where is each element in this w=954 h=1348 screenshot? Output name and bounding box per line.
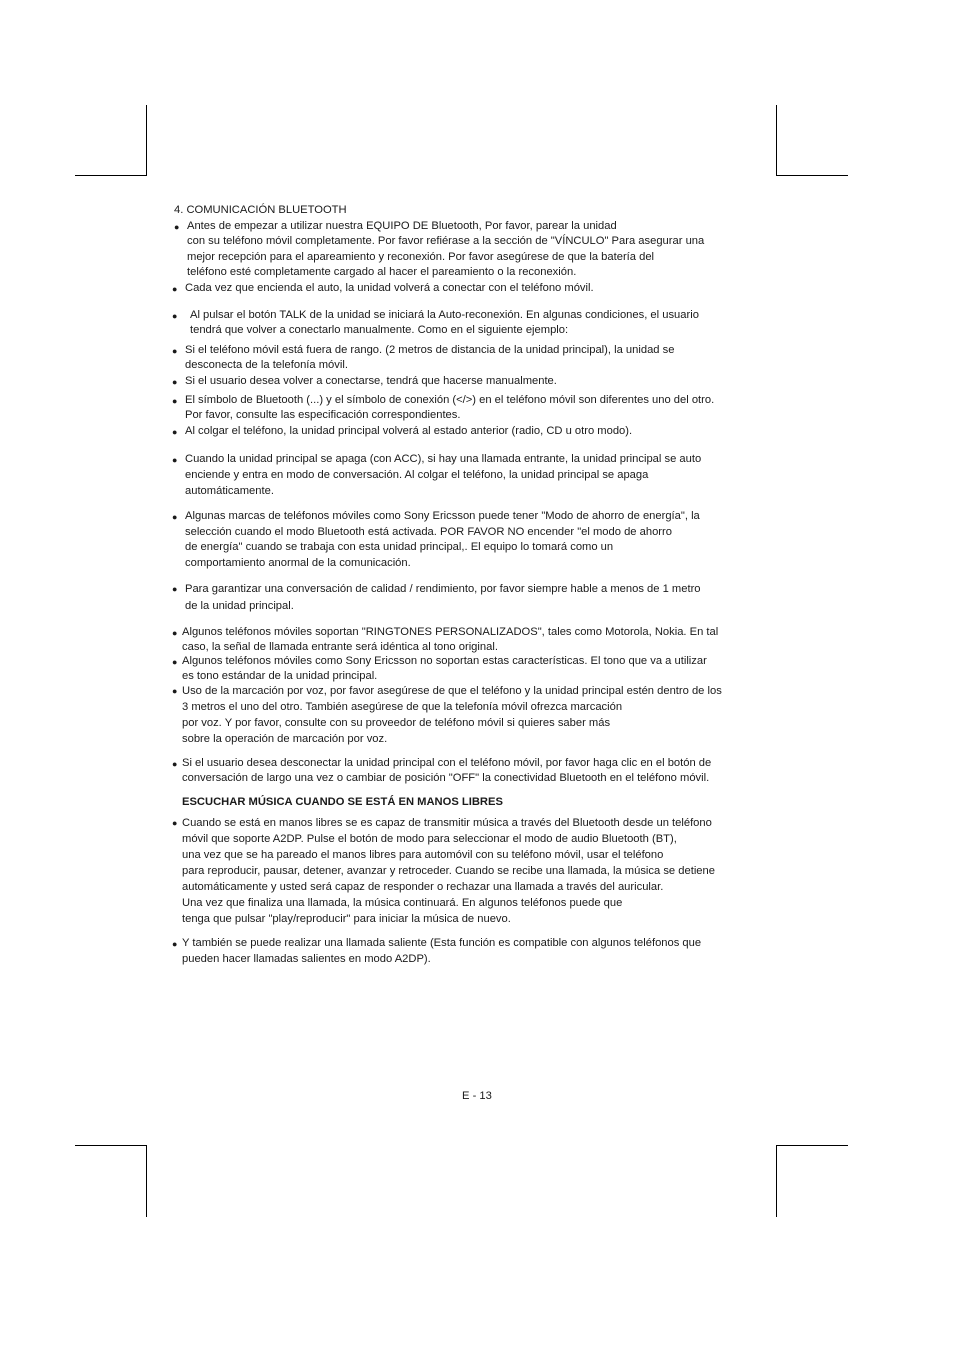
bullet-icon: ●: [172, 759, 178, 770]
list-item: [172, 581, 772, 615]
crop-mark: [776, 1145, 848, 1146]
list-item: [172, 343, 772, 374]
list-item-text: Algunas marcas de teléfonos móviles como Sony Ericsson puede tener "Modo de ahorro de energía", la selección cuando el modo Bluetooth está activada. POR FAVOR NO encender "el modo de ahorro de energía" cuando se trabaja con esta unidad principal,. El equipo lo tomará como un comportamiento anormal de la comunicación.: [185, 510, 700, 569]
bullet-icon: ●: [172, 657, 178, 668]
list-item-text: Para garantizar una conversación de calidad / rendimiento, por favor siempre hable a menos de 1 metro de la unidad principal.: [185, 583, 701, 613]
list-item-text: El símbolo de Bluetooth (...) y el símbolo de conexión (</>) en el teléfono móvil son diferentes uno del otro. Por favor, consulte las especificación correspondientes.: [185, 393, 715, 422]
crop-mark: [776, 1145, 777, 1217]
bullet-icon: ●: [172, 426, 178, 437]
bullet-icon: ●: [172, 395, 178, 406]
list-item: [172, 281, 772, 297]
list-item-text: Si el teléfono móvil está fuera de rango. (2 metros de distancia de la unidad principal), la unidad se desconecta de la telefonía móvil.: [185, 343, 675, 372]
list-item: [172, 683, 772, 747]
bullet-icon: ●: [172, 584, 178, 595]
section-title: 4. COMUNICACIÓN BLUETOOTH: [174, 204, 347, 216]
crop-mark: [146, 105, 147, 176]
bullet-icon: ●: [172, 376, 178, 387]
list-item: [172, 308, 772, 339]
list-item: [174, 219, 772, 281]
crop-mark: [75, 175, 147, 176]
bullet-icon: ●: [172, 939, 178, 950]
list-item: [172, 936, 772, 967]
crop-mark: [776, 175, 848, 176]
bullet-icon: ●: [174, 221, 180, 232]
list-item-text: Cada vez que encienda el auto, la unidad volverá a conectar con el teléfono móvil.: [185, 281, 594, 294]
list-item: [172, 625, 772, 654]
manual-page: [172, 203, 772, 967]
bullet-icon: ●: [172, 310, 178, 321]
list-item-text: Uso de la marcación por voz, por favor asegúrese de que el teléfono y la unidad principal estén dentro de los 3 metros el uno del otro. También asegúrese de que la telefonía móvil ofrezca marcación por voz. Y por favor, consulte con su proveedor de teléfono móvil si quieres saber más sobre la operación de marcación por voz.: [182, 685, 722, 746]
crop-mark: [146, 1145, 147, 1217]
list-item-text: Algunos teléfonos móviles como Sony Ericsson no soportan estas características. El tono que va a utilizar es tono estándar de la unidad principal.: [182, 655, 707, 682]
list-item: [172, 452, 772, 499]
bullet-icon: ●: [172, 818, 178, 829]
crop-mark: [75, 1145, 147, 1146]
list-item: [172, 424, 772, 440]
bullet-icon: ●: [172, 686, 178, 697]
list-item-text: Al colgar el teléfono, la unidad principal volverá al estado anterior (radio, CD u otro modo).: [185, 424, 633, 437]
page-number: E - 13: [462, 1090, 492, 1102]
list-item: [172, 393, 772, 424]
bullet-icon: ●: [172, 283, 178, 294]
list-item-text: Si el usuario desea desconectar la unidad principal con el teléfono móvil, por favor haga clic en el botón de conversación de largo una vez o cambiar de posición "OFF" la conectividad Bluetooth en el teléfono móvil.: [182, 757, 712, 784]
bullet-icon: ●: [172, 345, 178, 356]
list-item: [172, 756, 772, 785]
list-item-text: Al pulsar el botón TALK de la unidad se iniciará la Auto-reconexión. En algunas condiciones, el usuario tendrá que volver a conectarlo manualmente. Como en el siguiente ejemplo:: [190, 308, 699, 337]
crop-mark: [776, 105, 777, 176]
list-item-text: Y también se puede realizar una llamada saliente (Esta función es compatible con algunos teléfonos que pueden hacer llamadas salientes en modo A2DP).: [182, 937, 702, 965]
list-item: [172, 509, 772, 571]
bullet-icon: ●: [172, 455, 178, 466]
list-item-text: Cuando la unidad principal se apaga (con ACC), si hay una llamada entrante, la unidad principal se auto enciende y entra en modo de conversación. Al colgar el teléfono, la unidad principal se apaga automáticamente.: [185, 453, 702, 497]
subheading: ESCUCHAR MÚSICA CUANDO SE ESTÁ EN MANOS LIBRES: [182, 796, 503, 809]
list-item: [172, 374, 772, 390]
list-item-text: Si el usuario desea volver a conectarse, tendrá que hacerse manualmente.: [185, 374, 557, 387]
list-item-text: Algunos teléfonos móviles soportan "RINGTONES PERSONALIZADOS", tales como Motorola, Nokia. En tal caso, la señal de llamada entrante será idéntica al tono original.: [182, 626, 719, 653]
list-item: [172, 654, 772, 683]
list-item-text: Antes de empezar a utilizar nuestra EQUIPO DE Bluetooth, Por favor, parear la unidad con su teléfono móvil completamente. Por favor refiérase a la sección de "VÍNCULO" Para asegurar una mejor recepción para el apareamiento y reconexión. Por favor asegúrese de que la batería del teléfono esté completamente cargado al hacer el pareamiento o la reconexión.: [187, 219, 705, 279]
list-item: [172, 815, 772, 927]
bullet-icon: ●: [172, 628, 178, 639]
bullet-icon: ●: [172, 512, 178, 523]
list-item-text: Cuando se está en manos libres se es capaz de transmitir música a través del Bluetooth desde un teléfono móvil que soporte A2DP. Pulse el botón de modo para seleccionar el modo de audio Bluetooth (BT), una vez que se ha pareado el manos libres para automóvil con su teléfono móvil, usar el teléfono para reproducir, pausar, detener, avanzar y retroceder. Cuando se recibe una llamada, la música se detiene automáticamente y usted será capaz de responder o rechazar una llamada a través del auricular. Una vez que finaliza una llamada, la música continuará. En algunos teléfonos puede que tenga que pulsar "play/reproducir" para iniciar la música de nuevo.: [182, 817, 715, 926]
